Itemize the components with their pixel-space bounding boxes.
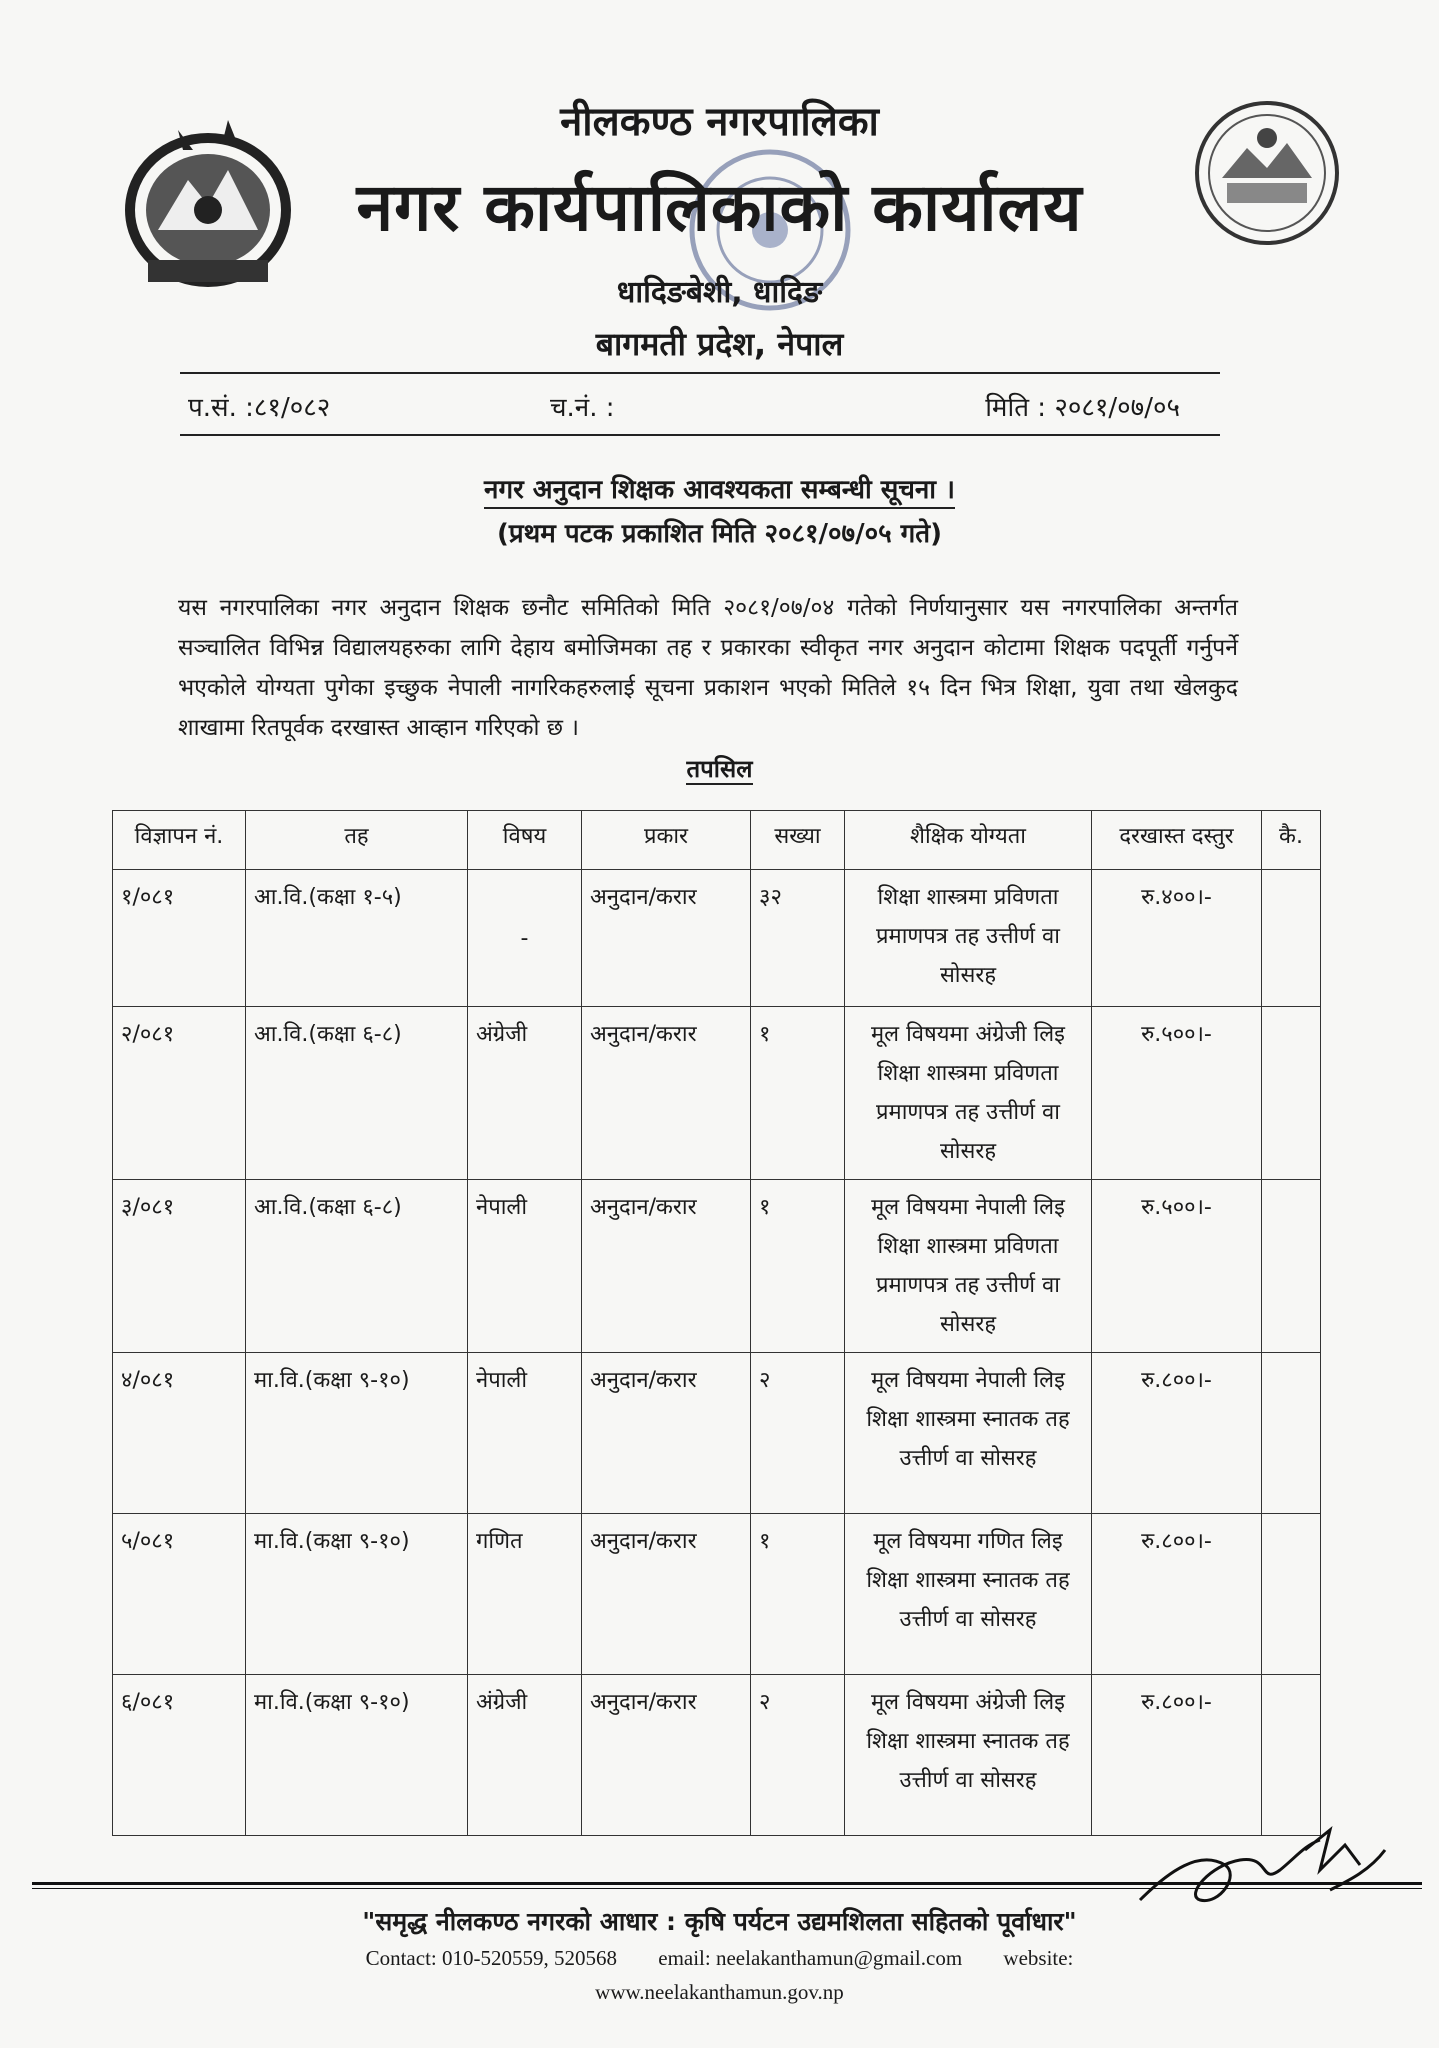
cell-subject: नेपाली [468, 1353, 582, 1514]
table-row [113, 1007, 1321, 1180]
dispatch-number: च.नं. : [550, 393, 615, 423]
cell-type: अनुदान/करार [582, 1353, 751, 1514]
cell-type: अनुदान/करार [582, 1007, 751, 1180]
cell-subject: - [468, 870, 582, 1007]
footer-website-label: website: [1003, 1946, 1074, 1970]
col-header-count: सख्या [751, 811, 845, 870]
cell-fee: रु.८००।- [1092, 1353, 1262, 1514]
cell-remarks [1262, 870, 1321, 1007]
cell-count: २ [751, 1675, 845, 1836]
footer-phone: Contact: 010-520559, 520568 [365, 1946, 617, 1970]
col-header-fee: दरखास्त दस्तुर [1092, 811, 1262, 870]
notice-published-date: (प्रथम पटक प्रकाशित मिति २०८१/०७/०५ गते) [497, 519, 942, 549]
letter-date: मिति : २०८१/०७/०५ [985, 393, 1180, 423]
reference-row [180, 372, 1220, 436]
cell-qualification: शिक्षा शास्त्रमा प्रविणता प्रमाणपत्र तह उत्तीर्ण वा सोसरह [845, 870, 1092, 1007]
cell-ad-no: ४/०८१ [113, 1353, 246, 1514]
col-header-subject: विषय [468, 811, 582, 870]
cell-fee: रु.४००।- [1092, 870, 1262, 1007]
col-header-type: प्रकार [582, 811, 751, 870]
vacancy-table [112, 810, 1321, 1836]
notice-subject-text: नगर अनुदान शिक्षक आवश्यकता सम्बन्धी सूचना । [484, 475, 955, 509]
cell-subject: गणित [468, 1514, 582, 1675]
table-row [113, 1514, 1321, 1675]
notice-body: यस नगरपालिका नगर अनुदान शिक्षक छनौट समितिको मिति २०८१/०७/०४ गतेको निर्णयानुसार यस नगरपालिका अन्तर्गत सञ्चालित विभिन्न विद्यालयहरुका लागि देहाय बमोजिमका तह र प्रकारका स्वीकृत नगर अनुदान कोटामा शिक्षक पदपूर्ती गर्नुपर्ने भएकोले योग्यता पुगेका इच्छुक नेपाली नागरिकहरुलाई सूचना प्रकाशन भएको मितिले १५ दिन भित्र शिक्षा, युवा तथा खेलकुद शाखामा रितपूर्वक दरखास्त आव्हान गरिएको छ । [178, 595, 1238, 741]
footer-divider-thin [32, 1888, 1422, 1889]
cell-level: आ.वि.(कक्षा ६-८) [246, 1007, 468, 1180]
cell-ad-no: ५/०८१ [113, 1514, 246, 1675]
footer-website: www.neelakanthamun.gov.np [595, 1980, 844, 2004]
cell-count: १ [751, 1514, 845, 1675]
cell-count: २ [751, 1353, 845, 1514]
cell-type: अनुदान/करार [582, 1675, 751, 1836]
cell-remarks [1262, 1514, 1321, 1675]
cell-ad-no: १/०८१ [113, 870, 246, 1007]
office-location: धादिङबेशी, धादिङ [616, 275, 823, 310]
cell-subject: अंग्रेजी [468, 1007, 582, 1180]
cell-count: १ [751, 1180, 845, 1353]
table-row [113, 870, 1321, 1007]
cell-type: अनुदान/करार [582, 1514, 751, 1675]
office-title: नगर कार्यपालिकाको कार्यालय [356, 169, 1083, 246]
letter-number: प.सं. :८१/०८२ [188, 393, 331, 423]
cell-level: मा.वि.(कक्षा ९-१०) [246, 1514, 468, 1675]
col-header-ad-no: विज्ञापन नं. [113, 811, 246, 870]
cell-level: आ.वि.(कक्षा १-५) [246, 870, 468, 1007]
cell-qualification: मूल विषयमा अंग्रेजी लिइ शिक्षा शास्त्रमा स्नातक तह उत्तीर्ण वा सोसरह [845, 1675, 1092, 1836]
cell-subject: नेपाली [468, 1180, 582, 1353]
cell-type: अनुदान/करार [582, 1180, 751, 1353]
cell-qualification: मूल विषयमा गणित लिइ शिक्षा शास्त्रमा स्नातक तह उत्तीर्ण वा सोसरह [845, 1514, 1092, 1675]
cell-count: ३२ [751, 870, 845, 1007]
col-header-remarks: कै. [1262, 811, 1321, 870]
cell-fee: रु.८००।- [1092, 1675, 1262, 1836]
cell-ad-no: २/०८१ [113, 1007, 246, 1180]
table-header-row [113, 811, 1321, 870]
details-heading [0, 752, 1439, 785]
cell-remarks [1262, 1007, 1321, 1180]
cell-level: आ.वि.(कक्षा ६-८) [246, 1180, 468, 1353]
cell-ad-no: ३/०८१ [113, 1180, 246, 1353]
footer-motto: "समृद्ध नीलकण्ठ नगरको आधार : कृषि पर्यटन उद्यमशिलता सहितको पूर्वाधार" [362, 1907, 1077, 1936]
table-row [113, 1353, 1321, 1514]
footer-email: email: neelakanthamun@gmail.com [658, 1946, 963, 1970]
notice-subject [0, 470, 1439, 506]
municipality-name: नीलकण्ठ नगरपालिका [560, 99, 879, 145]
col-header-level: तह [246, 811, 468, 870]
details-heading-text: तपसिल [686, 755, 753, 783]
office-province: बागमती प्रदेश, नेपाल [595, 325, 844, 363]
cell-fee: रु.५००।- [1092, 1180, 1262, 1353]
footer-contact-row [0, 1946, 1439, 1971]
cell-level: मा.वि.(कक्षा ९-१०) [246, 1353, 468, 1514]
cell-remarks [1262, 1180, 1321, 1353]
cell-type: अनुदान/करार [582, 870, 751, 1007]
cell-level: मा.वि.(कक्षा ९-१०) [246, 1675, 468, 1836]
cell-remarks [1262, 1353, 1321, 1514]
col-header-qualification: शैक्षिक योग्यता [845, 811, 1092, 870]
cell-fee: रु.५००।- [1092, 1007, 1262, 1180]
cell-qualification: मूल विषयमा नेपाली लिइ शिक्षा शास्त्रमा स्नातक तह उत्तीर्ण वा सोसरह [845, 1353, 1092, 1514]
cell-qualification: मूल विषयमा अंग्रेजी लिइ शिक्षा शास्त्रमा प्रविणता प्रमाणपत्र तह उत्तीर्ण वा सोसरह [845, 1007, 1092, 1180]
cell-count: १ [751, 1007, 845, 1180]
cell-ad-no: ६/०८१ [113, 1675, 246, 1836]
table-row [113, 1180, 1321, 1353]
cell-subject: अंग्रेजी [468, 1675, 582, 1836]
cell-fee: रु.८००।- [1092, 1514, 1262, 1675]
footer-divider [32, 1882, 1422, 1885]
cell-qualification: मूल विषयमा नेपाली लिइ शिक्षा शास्त्रमा प्रविणता प्रमाणपत्र तह उत्तीर्ण वा सोसरह [845, 1180, 1092, 1353]
